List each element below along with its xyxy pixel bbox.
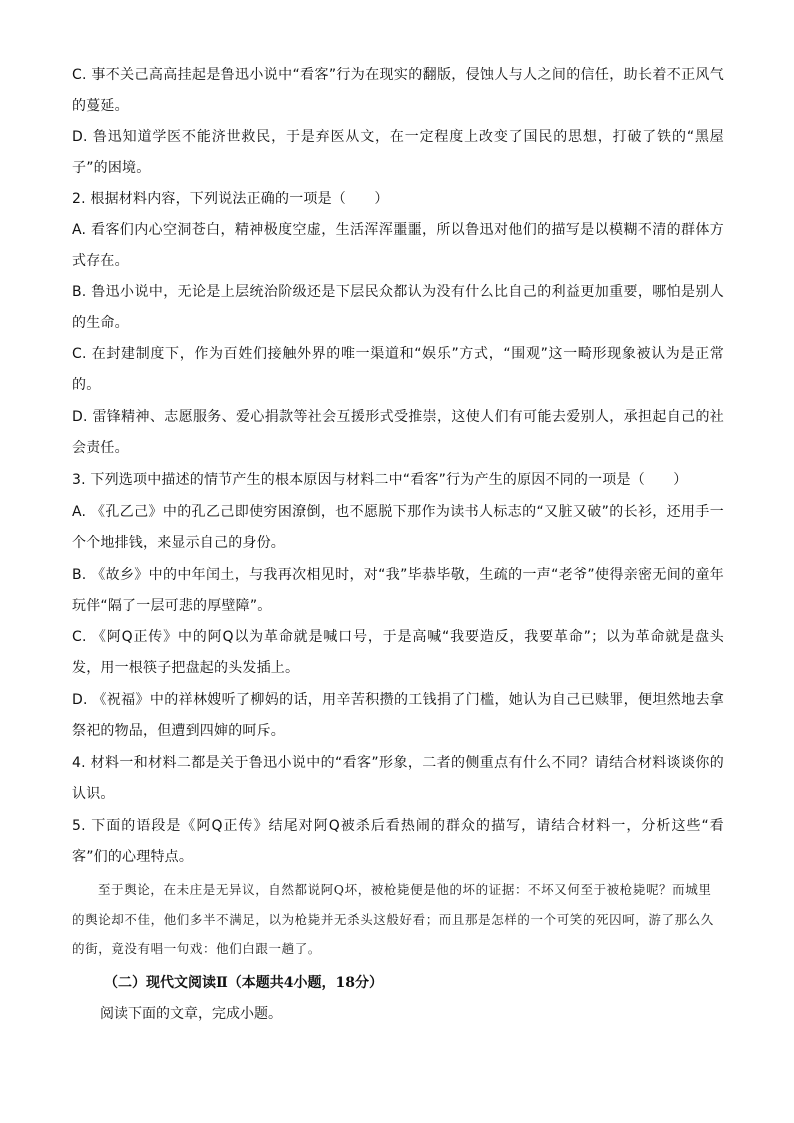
q3-stem: 3. 下列选项中描述的情节产生的根本原因与材料二中“看客”行为产生的原因不同的一项是（ ） bbox=[72, 472, 688, 488]
q3-option-a: A. 《孔乙己》中的孔乙己即使穷困潦倒，也不愿脱下那作为读书人标志的“又脏又破”的长衫，还用手一个个地排钱，来显示自己的身份。 bbox=[72, 504, 724, 551]
q3-option-d: D. 《祝福》中的祥林嫂听了柳妈的话，用辛苦积攒的工钱捐了门槛，她认为自己已赎罪，便坦然地去拿祭祀的物品，但遭到四婶的呵斥。 bbox=[72, 692, 724, 739]
quoted-passage: 至于舆论，在未庄是无异议，自然都说阿Q坏，被枪毙便是他的坏的证据：不坏又何至于被枪毙呢？而城里的舆论却不佳，他们多半不满足，以为枪毙并无杀头这般好看；而且那是怎样的一个可笑的死囚呵，游了那么久的街，竟没有唱一句戏：他们白跟一趟了。 bbox=[72, 882, 714, 956]
section-heading: （二）现代文阅读Ⅱ（本题共4小题，18分） bbox=[104, 975, 384, 991]
q2-option-d: D. 雷锋精神、志愿服务、爱心捐款等社会互援形式受推崇，这使人们有可能去爱别人，承担起自己的社会责任。 bbox=[72, 409, 724, 456]
q4-text: 4. 材料一和材料二都是关于鲁迅小说中的“看客”形象，二者的侧重点有什么不同？请结合材料谈谈你的认识。 bbox=[72, 755, 724, 802]
q2-stem: 2. 根据材料内容，下列说法正确的一项是（ ） bbox=[72, 191, 389, 207]
q1-option-c: C. 事不关己高高挂起是鲁迅小说中“看客”行为在现实的翻版，侵蚀人与人之间的信任，助长着不正风气的蔓延。 bbox=[72, 67, 724, 114]
q2-option-c: C. 在封建制度下，作为百姓们接触外界的唯一渠道和“娱乐”方式，“围观”这一畸形现象被认为是正常的。 bbox=[72, 346, 724, 393]
q2-option-b: B. 鲁迅小说中，无论是上层统治阶级还是下层民众都认为没有什么比自己的利益更加重要，哪怕是别人的生命。 bbox=[72, 284, 724, 331]
q5-text: 5. 下面的语段是《阿Q正传》结尾对阿Q被杀后看热闹的群众的描写，请结合材料一，分析这些“看客”们的心理特点。 bbox=[72, 818, 724, 865]
q3-option-c: C. 《阿Q正传》中的阿Q以为革命就是喊口号，于是高喊“我要造反，我要革命”；以为革命就是盘头发，用一根筷子把盘起的头发插上。 bbox=[72, 629, 724, 676]
q3-option-b: B. 《故乡》中的中年闰土，与我再次相见时，对“我”毕恭毕敬，生疏的一声“老爷”使得亲密无间的童年玩伴“隔了一层可悲的厚壁障”。 bbox=[72, 567, 724, 614]
reading-instruction: 阅读下面的文章，完成小题。 bbox=[100, 1006, 282, 1022]
q2-option-a: A. 看客们内心空洞苍白，精神极度空虚，生活浑浑噩噩，所以鲁迅对他们的描写是以模糊不清的群体方式存在。 bbox=[72, 222, 724, 269]
q1-option-d: D. 鲁迅知道学医不能济世救民，于是弃医从文，在一定程度上改变了国民的思想，打破了铁的“黑屋子”的困境。 bbox=[72, 129, 724, 176]
